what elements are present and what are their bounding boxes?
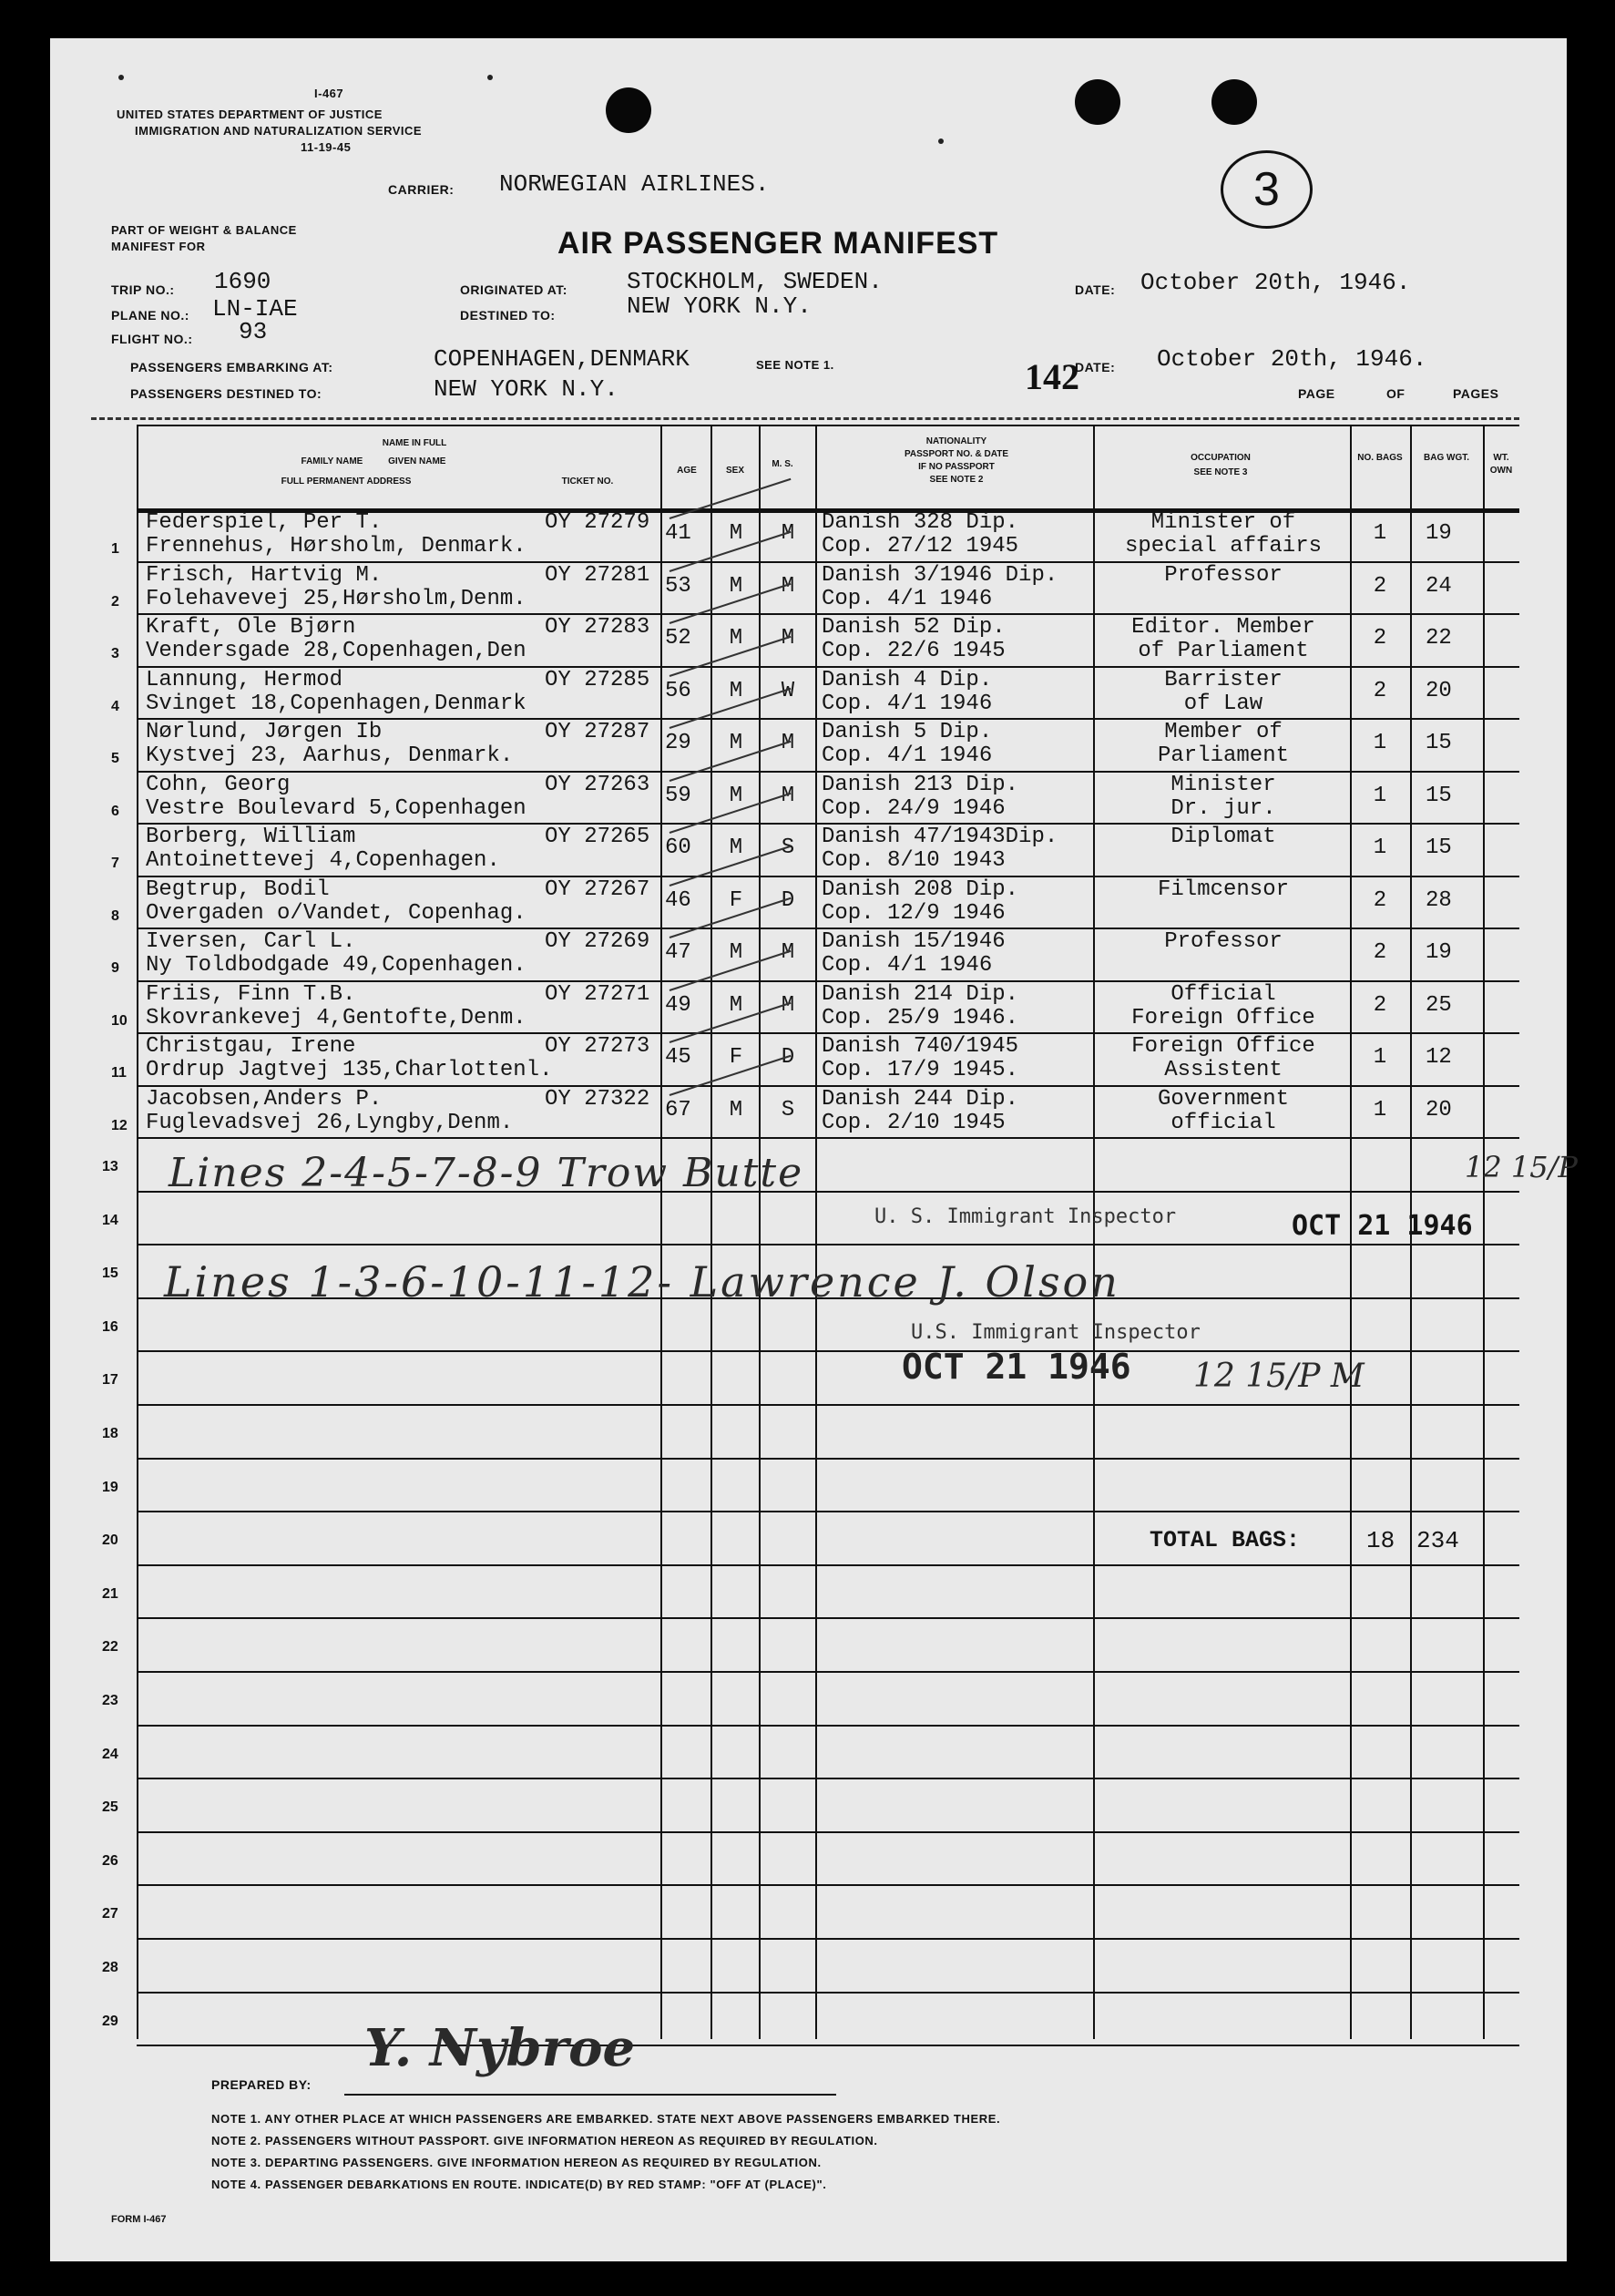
note-4: NOTE 4. PASSENGER DEBARKATIONS EN ROUTE. INDICATE(D) BY RED STAMP: "OFF AT (PLACE)". <box>211 2178 827 2191</box>
passport-number: Danish 4 Dip. <box>822 667 993 692</box>
occupation-line-2: Foreign Office <box>1131 1005 1315 1030</box>
passenger-age: 60 <box>665 835 691 860</box>
bag-weight: 20 <box>1426 678 1452 703</box>
occupation-line-2: Dr. jur. <box>1170 795 1276 821</box>
col-bag-weight: BAG WGT. <box>1424 453 1469 463</box>
flight-value: 93 <box>239 318 268 345</box>
col-ticket: TICKET NO. <box>561 477 614 487</box>
marital-status: D <box>781 887 795 913</box>
note-3: NOTE 3. DEPARTING PASSENGERS. GIVE INFORMATION HEREON AS REQUIRED BY REGULATION. <box>211 2156 822 2169</box>
passenger-address: Frennehus, Hørsholm, Denmark. <box>146 534 526 559</box>
ticket-number: OY 27269 <box>545 929 650 954</box>
passport-number: Danish 208 Dip. <box>822 876 1019 902</box>
bag-count: 2 <box>1373 626 1387 651</box>
marital-status: M <box>781 783 795 808</box>
marital-status: M <box>781 992 795 1018</box>
handwritten-lines-note-1: Lines 2-4-5-7-8-9 Trow Butte <box>169 1150 804 1196</box>
passenger-address: Antoinettevej 4,Copenhagen. <box>146 848 500 873</box>
destined-value: NEW YORK N.Y. <box>627 292 812 320</box>
passenger-name: Lannung, Hermod <box>146 667 343 692</box>
speck <box>938 138 944 144</box>
row-number: 29 <box>102 2013 118 2029</box>
signature: Y. Nybroe <box>364 2018 636 2078</box>
col-see-note-3: SEE NOTE 3 <box>1193 467 1248 477</box>
embarking-value: COPENHAGEN,DENMARK <box>434 345 690 373</box>
row-border <box>137 1244 1519 1245</box>
row-number: 13 <box>102 1159 118 1174</box>
bag-count: 2 <box>1373 992 1387 1018</box>
passenger-name: Kraft, Ole Bjørn <box>146 615 356 640</box>
row-number: 10 <box>111 1012 128 1029</box>
passenger-name: Christgau, Irene <box>146 1034 356 1059</box>
handwritten-time-2: 12 15/P M <box>1193 1358 1365 1395</box>
occupation-line-2: of Parliament <box>1138 639 1309 663</box>
bag-weight: 12 <box>1426 1045 1452 1070</box>
occupation: Government <box>1157 1086 1290 1112</box>
row-border <box>137 2045 1519 2046</box>
bag-weight: 15 <box>1426 783 1452 808</box>
row-border <box>137 1725 1519 1727</box>
passenger-name: Cohn, Georg <box>146 772 291 797</box>
note-2: NOTE 2. PASSENGERS WITHOUT PASSPORT. GIVE INFORMATION HEREON AS REQUIRED BY REGULATION. <box>211 2134 878 2147</box>
row-number: 1 <box>111 541 119 557</box>
trip-value: 1690 <box>214 268 271 295</box>
col-occupation: OCCUPATION <box>1191 453 1251 463</box>
passport-date: Cop. 8/10 1943 <box>822 848 1006 873</box>
col-ms: M. S. <box>772 459 793 469</box>
marital-status: W <box>781 678 795 703</box>
row-number: 6 <box>111 803 119 819</box>
passport-date: Cop. 24/9 1946 <box>822 795 1006 821</box>
col-name-title: NAME IN FULL <box>382 438 447 448</box>
ticket-number: OY 27273 <box>545 1034 650 1059</box>
bag-count: 2 <box>1373 573 1387 599</box>
marital-status: M <box>781 521 795 546</box>
bag-count: 1 <box>1373 1097 1387 1122</box>
bag-weight: 25 <box>1426 992 1452 1018</box>
department: UNITED STATES DEPARTMENT OF JUSTICE <box>117 108 383 121</box>
row-number: 25 <box>102 1799 118 1816</box>
occupation-line-2: Parliament <box>1157 743 1290 768</box>
occupation-line-2: official <box>1170 1110 1276 1135</box>
bag-count: 1 <box>1373 521 1387 546</box>
marital-status: S <box>781 1097 795 1122</box>
passenger-sex: F <box>729 1045 743 1070</box>
row-number: 16 <box>102 1318 118 1335</box>
date-stamp-2: OCT 21 1946 <box>902 1347 1131 1387</box>
passenger-age: 41 <box>665 521 691 546</box>
bag-weight: 19 <box>1426 940 1452 965</box>
occupation: Official <box>1170 981 1276 1007</box>
date2-label: DATE: <box>1075 360 1116 374</box>
ticket-number: OY 27271 <box>545 981 650 1007</box>
row-number: 14 <box>102 1212 118 1228</box>
passport-number: Danish 5 Dip. <box>822 720 993 744</box>
row-number: 11 <box>111 1065 127 1081</box>
row-number: 2 <box>111 593 119 610</box>
handwritten-time-1: 12 15/P <box>1465 1150 1578 1184</box>
passenger-address: Vendersgade 28,Copenhagen,Den <box>146 639 526 663</box>
inspector-label-2: U.S. Immigrant Inspector <box>911 1321 1201 1344</box>
occupation: Filmcensor <box>1157 876 1290 902</box>
circled-page-number: 3 <box>1221 150 1313 229</box>
bag-count: 2 <box>1373 887 1387 913</box>
row-number: 20 <box>102 1532 118 1549</box>
passenger-name: Friis, Finn T.B. <box>146 981 356 1007</box>
row-border <box>137 1671 1519 1673</box>
date2-value: October 20th, 1946. <box>1157 345 1427 373</box>
passport-number: Danish 15/1946 <box>822 929 1006 954</box>
speck <box>487 75 493 80</box>
passenger-address: Skovrankevej 4,Gentofte,Denm. <box>146 1005 526 1030</box>
passenger-age: 56 <box>665 678 691 703</box>
col-weight-own: WT. OWN <box>1489 453 1513 476</box>
passenger-age: 47 <box>665 940 691 965</box>
row-border <box>137 1938 1519 1940</box>
passport-date: Cop. 27/12 1945 <box>822 534 1019 559</box>
passport-number: Danish 47/1943Dip. <box>822 825 1058 849</box>
flight-label: FLIGHT NO.: <box>111 332 193 346</box>
col-see-note-2: SEE NOTE 2 <box>929 475 984 485</box>
row-border <box>137 1884 1519 1886</box>
total-bag-weight: 234 <box>1416 1527 1459 1554</box>
occupation: Editor. Member <box>1131 615 1315 640</box>
row-number: 9 <box>111 960 119 976</box>
bag-weight: 20 <box>1426 1097 1452 1122</box>
service: IMMIGRATION AND NATURALIZATION SERVICE <box>135 124 423 138</box>
occupation: Minister of <box>1150 510 1296 535</box>
passport-number: Danish 214 Dip. <box>822 981 1019 1007</box>
row-number: 24 <box>102 1746 118 1762</box>
page-title: AIR PASSENGER MANIFEST <box>557 226 999 261</box>
bag-count: 1 <box>1373 1045 1387 1070</box>
passenger-age: 67 <box>665 1097 691 1122</box>
occupation: Diplomat <box>1170 825 1276 849</box>
date-label: DATE: <box>1075 282 1116 297</box>
row-border <box>137 1511 1519 1512</box>
occupation-line-2: Assistent <box>1164 1058 1283 1082</box>
col-no-passport: IF NO PASSPORT <box>918 462 995 472</box>
carrier-label: CARRIER: <box>388 182 455 197</box>
passenger-address: Overgaden o/Vandet, Copenhag. <box>146 900 526 926</box>
occupation: Member of <box>1164 720 1283 744</box>
bag-count: 1 <box>1373 835 1387 860</box>
passenger-sex: M <box>729 835 743 860</box>
passenger-age: 49 <box>665 992 691 1018</box>
passenger-name: Iversen, Carl L. <box>146 929 356 954</box>
signature-line <box>344 2094 836 2096</box>
passport-date: Cop. 4/1 1946 <box>822 743 993 768</box>
ticket-number: OY 27279 <box>545 510 650 535</box>
see-note-1: SEE NOTE 1. <box>756 358 834 372</box>
row-number: 4 <box>111 698 119 714</box>
form-code: FORM I-467 <box>111 2214 167 2225</box>
stamp-number: 142 <box>1025 356 1079 397</box>
plane-value: LN-IAE <box>212 295 298 323</box>
passport-number: Danish 328 Dip. <box>822 510 1019 535</box>
weight-balance-label: PART OF WEIGHT & BALANCE <box>111 223 297 237</box>
passport-date: Cop. 22/6 1945 <box>822 639 1006 663</box>
plane-label: PLANE NO.: <box>111 308 189 323</box>
ticket-number: OY 27263 <box>545 772 650 797</box>
passenger-name: Nørlund, Jørgen Ib <box>146 720 383 744</box>
embarking-label: PASSENGERS EMBARKING AT: <box>130 360 333 374</box>
ticket-number: OY 27287 <box>545 720 650 744</box>
speck <box>118 75 124 80</box>
passenger-sex: M <box>729 940 743 965</box>
passenger-age: 46 <box>665 887 691 913</box>
passenger-sex: M <box>729 992 743 1018</box>
passport-number: Danish 3/1946 Dip. <box>822 562 1058 588</box>
passenger-sex: F <box>729 887 743 913</box>
occupation: Professor <box>1164 562 1283 588</box>
ticket-number: OY 27281 <box>545 562 650 588</box>
passport-date: Cop. 25/9 1946. <box>822 1005 1019 1030</box>
total-bags-label: TOTAL BAGS: <box>1150 1527 1301 1553</box>
ticket-number: OY 27322 <box>545 1086 650 1112</box>
ticket-number: OY 27267 <box>545 876 650 902</box>
row-number: 5 <box>111 751 119 766</box>
total-bags-count: 18 <box>1366 1527 1395 1554</box>
passenger-sex: M <box>729 731 743 755</box>
originated-value: STOCKHOLM, SWEDEN. <box>627 268 883 295</box>
marital-status: D <box>781 1045 795 1070</box>
handwritten-lines-note-2: Lines 1-3-6-10-11-12- Lawrence J. Olson <box>164 1257 1120 1307</box>
passport-date: Cop. 4/1 1946 <box>822 953 993 978</box>
row-number: 8 <box>111 907 119 924</box>
passenger-address: Kystvej 23, Aarhus, Denmark. <box>146 743 514 768</box>
prepared-by-label: PREPARED BY: <box>211 2077 312 2092</box>
bag-weight: 15 <box>1426 835 1452 860</box>
row-number: 18 <box>102 1426 118 1441</box>
row-number: 26 <box>102 1852 118 1869</box>
page-label: PAGE <box>1298 386 1335 401</box>
note-1: NOTE 1. ANY OTHER PLACE AT WHICH PASSENGERS ARE EMBARKED. STATE NEXT ABOVE PASSENGERS EMBARKED THERE. <box>211 2112 1001 2126</box>
passport-date: Cop. 17/9 1945. <box>822 1058 1019 1082</box>
bag-weight: 15 <box>1426 731 1452 755</box>
ticket-number: OY 27285 <box>545 667 650 692</box>
row-number: 28 <box>102 1960 118 1975</box>
bag-weight: 19 <box>1426 521 1452 546</box>
passport-date: Cop. 12/9 1946 <box>822 900 1006 926</box>
bag-count: 1 <box>1373 731 1387 755</box>
ticket-number: OY 27283 <box>545 615 650 640</box>
passport-date: Cop. 2/10 1945 <box>822 1110 1006 1135</box>
col-bags: NO. BAGS <box>1357 453 1403 463</box>
col-sex: SEX <box>725 466 744 476</box>
row-number: 3 <box>111 646 119 661</box>
pages-label: PAGES <box>1453 386 1499 401</box>
form-date: 11-19-45 <box>301 140 352 154</box>
passenger-address: Vestre Boulevard 5,Copenhagen <box>146 795 526 821</box>
passenger-name: Federspiel, Per T. <box>146 510 383 535</box>
passport-number: Danish 244 Dip. <box>822 1086 1019 1112</box>
passenger-age: 29 <box>665 731 691 755</box>
punch-hole <box>1075 79 1120 125</box>
passenger-name: Jacobsen,Anders P. <box>146 1086 383 1112</box>
bag-count: 1 <box>1373 783 1387 808</box>
col-age: AGE <box>677 466 697 476</box>
col-name-sub: FAMILY NAME GIVEN NAME <box>301 456 446 466</box>
marital-status: M <box>781 626 795 651</box>
row-number: 15 <box>102 1266 118 1282</box>
originated-label: ORIGINATED AT: <box>460 282 567 297</box>
date-stamp-1: OCT 21 1946 <box>1292 1210 1473 1242</box>
occupation: Foreign Office <box>1131 1034 1315 1059</box>
bag-count: 2 <box>1373 678 1387 703</box>
marital-status: S <box>781 835 795 860</box>
form-number: I-467 <box>314 87 344 100</box>
ticket-number: OY 27265 <box>545 825 650 849</box>
row-number: 23 <box>102 1693 118 1708</box>
col-nationality: NATIONALITY <box>925 436 987 446</box>
passport-number: Danish 213 Dip. <box>822 772 1019 797</box>
row-number: 19 <box>102 1479 118 1495</box>
bag-weight: 28 <box>1426 887 1452 913</box>
row-number: 21 <box>102 1585 118 1602</box>
col-address: FULL PERMANENT ADDRESS <box>281 477 412 487</box>
passenger-name: Borberg, William <box>146 825 356 849</box>
passenger-age: 53 <box>665 573 691 599</box>
passenger-sex: M <box>729 521 743 546</box>
passenger-sex: M <box>729 1097 743 1122</box>
occupation: Barrister <box>1164 667 1283 692</box>
passenger-age: 59 <box>665 783 691 808</box>
inspector-label-1: U. S. Immigrant Inspector <box>874 1205 1177 1228</box>
passport-number: Danish 740/1945 <box>822 1034 1019 1059</box>
marital-status: M <box>781 573 795 599</box>
row-number: 27 <box>102 1906 118 1922</box>
row-border <box>137 1831 1519 1833</box>
marital-status: M <box>781 940 795 965</box>
passenger-age: 45 <box>665 1045 691 1070</box>
bag-weight: 24 <box>1426 573 1452 599</box>
passenger-sex: M <box>729 783 743 808</box>
passenger-sex: M <box>729 626 743 651</box>
destined-passengers-value: NEW YORK N.Y. <box>434 375 618 403</box>
divider <box>91 417 1519 420</box>
passenger-age: 52 <box>665 626 691 651</box>
row-border <box>137 1617 1519 1619</box>
row-border <box>137 1992 1519 1994</box>
row-border <box>137 425 1519 426</box>
passenger-name: Frisch, Hartvig M. <box>146 562 383 588</box>
passenger-address: Svinget 18,Copenhagen,Denmark <box>146 691 526 716</box>
weight-balance-label-2: MANIFEST FOR <box>111 240 206 253</box>
bag-weight: 22 <box>1426 626 1452 651</box>
occupation: Minister <box>1170 772 1276 797</box>
marital-status: M <box>781 731 795 755</box>
passenger-name: Begtrup, Bodil <box>146 876 330 902</box>
passenger-sex: M <box>729 573 743 599</box>
row-border <box>137 1778 1519 1779</box>
punch-hole <box>606 87 651 133</box>
row-border <box>137 1564 1519 1566</box>
passport-date: Cop. 4/1 1946 <box>822 691 993 716</box>
punch-hole <box>1211 79 1257 125</box>
passport-number: Danish 52 Dip. <box>822 615 1006 640</box>
row-border <box>137 1137 1519 1139</box>
row-border <box>137 1350 1519 1352</box>
occupation-line-2: special affairs <box>1124 534 1323 559</box>
of-label: OF <box>1386 386 1405 401</box>
row-number: 17 <box>102 1372 118 1389</box>
row-number: 22 <box>102 1639 118 1655</box>
carrier-value: NORWEGIAN AIRLINES. <box>499 170 770 198</box>
bag-count: 2 <box>1373 940 1387 965</box>
date-value: October 20th, 1946. <box>1140 269 1411 296</box>
passenger-address: Ny Toldbodgade 49,Copenhagen. <box>146 953 526 978</box>
passenger-sex: M <box>729 678 743 703</box>
destined-passengers-label: PASSENGERS DESTINED TO: <box>130 386 322 401</box>
destined-label: DESTINED TO: <box>460 308 556 323</box>
row-number: 7 <box>111 856 119 871</box>
row-number: 12 <box>111 1117 128 1133</box>
passenger-address: Folehavevej 25,Hørsholm,Denm. <box>146 586 526 611</box>
occupation: Professor <box>1164 929 1283 954</box>
passenger-address: Ordrup Jagtvej 135,Charlottenl. <box>146 1058 553 1082</box>
passport-date: Cop. 4/1 1946 <box>822 586 993 611</box>
trip-label: TRIP NO.: <box>111 282 175 297</box>
occupation-line-2: of Law <box>1183 691 1263 716</box>
col-passport: PASSPORT NO. & DATE <box>904 449 1009 459</box>
row-border <box>137 1458 1519 1460</box>
row-border <box>137 1404 1519 1406</box>
passenger-address: Fuglevadsvej 26,Lyngby,Denm. <box>146 1110 514 1135</box>
